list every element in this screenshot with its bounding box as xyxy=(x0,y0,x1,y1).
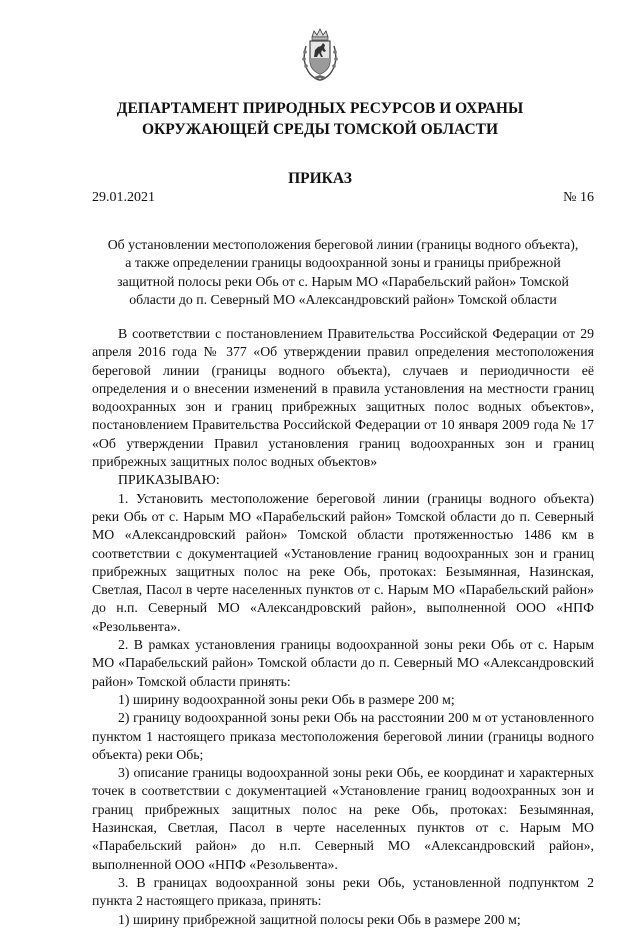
subject-line: а также определении границы водоохранной зоны и границы прибрежной xyxy=(125,255,561,271)
clause-2-subitem-2: 2) границу водоохранной зоны реки Обь на расстоянии 200 м от установленного пунктом 1 настоящего приказа местоположения береговой линии (границы водного объекта) реки Обь; xyxy=(92,710,594,762)
preamble-paragraph: В соответствии с постановлением Правительства Российской Федерации от 29 апреля 2016 года № 377 «Об утверждении правил определения местоположения береговой линии (границы водного объекта), случаев и периодичности её определения и о внесении изменений в правила установления на местности границ водоохранных зон и границ прибрежных защитных полос водных объектов», постановлением Правительства Российской Федерации от 10 января 2009 года № 17 «Об утверждении Правил установления границ водоохранных зон и границ прибрежных защитных полос водных объектов» xyxy=(92,326,594,470)
clause-2-subitem-3: 3) описание границы водоохранной зоны реки Обь, ее координат и характерных точек в соответствии с документацией «Установление границ водоохранных зон и границ прибрежных защитных полос на реке Обь, протоках: Безымянная, Назинская, Светлая, Пасол в черте населенных пунктов от с. Нарым МО «Парабельский район» до н.п. Северный МО «Александровский район», выполненной ООО «НПФ «Резольвента». xyxy=(92,765,594,872)
order-date: 29.01.2021 xyxy=(92,190,155,205)
order-body xyxy=(92,325,594,929)
order-subject xyxy=(92,236,594,309)
department-name-line-2: ОКРУЖАЮЩЕЙ СРЕДЫ ТОМСКОЙ ОБЛАСТИ xyxy=(141,121,499,138)
clause-3-subitem-1: 1) ширину прибрежной защитной полосы реки Обь в размере 200 м; xyxy=(118,911,521,927)
subject-line: защитной полосы реки Обь от с. Нарым МО «Парабельский район» Томской xyxy=(117,273,569,289)
clause-2-subitem-1: 1) ширину водоохранной зоны реки Обь в размере 200 м; xyxy=(118,691,455,707)
subject-line: Об установлении местоположения береговой линии (границы водного объекта), xyxy=(107,237,579,252)
subject-line: области до п. Северный МО «Александровский район» Томской области xyxy=(129,291,557,307)
order-number: № 16 xyxy=(563,190,594,205)
clause-2: 2. В рамках установления границы водоохранной зоны реки Обь от с. Нарым МО «Парабельский район» Томской области до п. Северный МО «Александровский район» Томской области принять: xyxy=(92,637,594,689)
order-word: ПРИКАЗЫВАЮ: xyxy=(118,472,220,488)
clause-1: 1. Установить местоположение береговой линии (границы водного объекта) реки Обь от с. Нарым МО «Парабельский район» Томской области до п. Северный МО «Александровский район» Томской области протяженностью 1486 км в соответствии с документацией «Установление границ водоохранных зон и границ прибрежных защитных полос на реке Обь, протоках: Безымянная, Назинская, Светлая, Пасол в черте населенных пунктов от с. Нарым МО «Парабельский район» до н.п. Северный МО «Александровский район», выполненной ООО «НПФ «Резольвента». xyxy=(92,490,594,634)
clause-3: 3. В границах водоохранной зоны реки Обь, установленной подпунктом 2 пункта 2 настоящего приказа, принять: xyxy=(92,874,594,909)
document-type-title: ПРИКАЗ xyxy=(288,170,352,187)
department-name-line-1: ДЕПАРТАМЕНТ ПРИРОДНЫХ РЕСУРСОВ И ОХРАНЫ xyxy=(116,100,524,117)
coat-of-arms-emblem xyxy=(300,28,340,82)
